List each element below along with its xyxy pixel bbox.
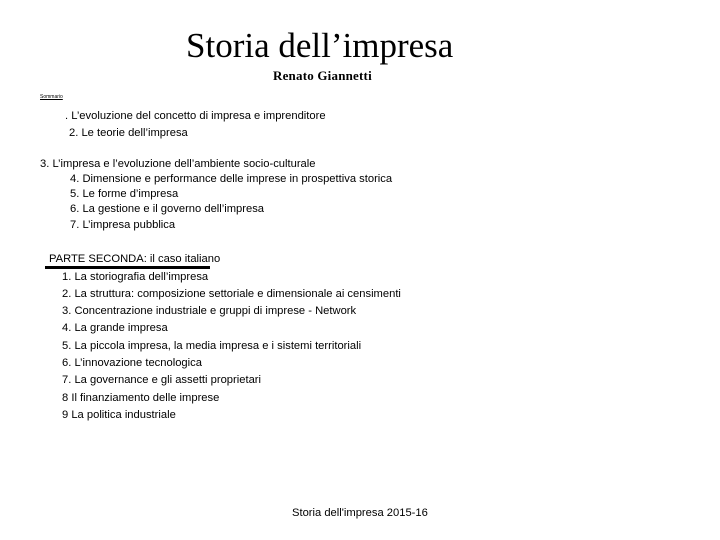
author-name: Renato Giannetti (273, 68, 372, 83)
slide-footer: Storia dell'impresa 2015-16 (292, 507, 428, 519)
list-item: 3. L’impresa e l’evoluzione dell’ambiente socio-culturale (40, 158, 316, 170)
list-item: 2. Le teorie dell’impresa (69, 127, 188, 139)
list-item: 6. La gestione e il governo dell’impresa (70, 203, 265, 215)
section-label: Sommario (40, 94, 63, 100)
list-item: 5. Le forme d’impresa (70, 188, 179, 200)
list-item: 2. La struttura: composizione settoriale e dimensionale ai censimenti (62, 288, 401, 300)
list-item: 5. La piccola impresa, la media impresa e i sistemi territoriali (62, 340, 362, 352)
list-item: 4. La grande impresa (62, 322, 168, 334)
list-item: 7. La governance e gli assetti proprietari (62, 374, 262, 386)
slide-title: Storia dell’impresa (186, 26, 454, 65)
list-item: 1. La storiografia dell’impresa (62, 271, 209, 283)
part-two-heading: PARTE SECONDA: il caso italiano (49, 253, 221, 265)
list-item: 6. L’innovazione tecnologica (62, 357, 202, 369)
list-item: 7. L’impresa pubblica (70, 219, 176, 231)
list-item: 9 La politica industriale (62, 409, 176, 421)
list-item: . L’evoluzione del concetto di impresa e imprenditore (65, 110, 326, 122)
list-item: 3. Concentrazione industriale e gruppi di imprese - Network (62, 305, 357, 317)
list-item: 4. Dimensione e performance delle imprese in prospettiva storica (70, 173, 393, 185)
list-item: 8 Il finanziamento delle imprese (62, 392, 220, 404)
heading-underline (45, 266, 210, 269)
